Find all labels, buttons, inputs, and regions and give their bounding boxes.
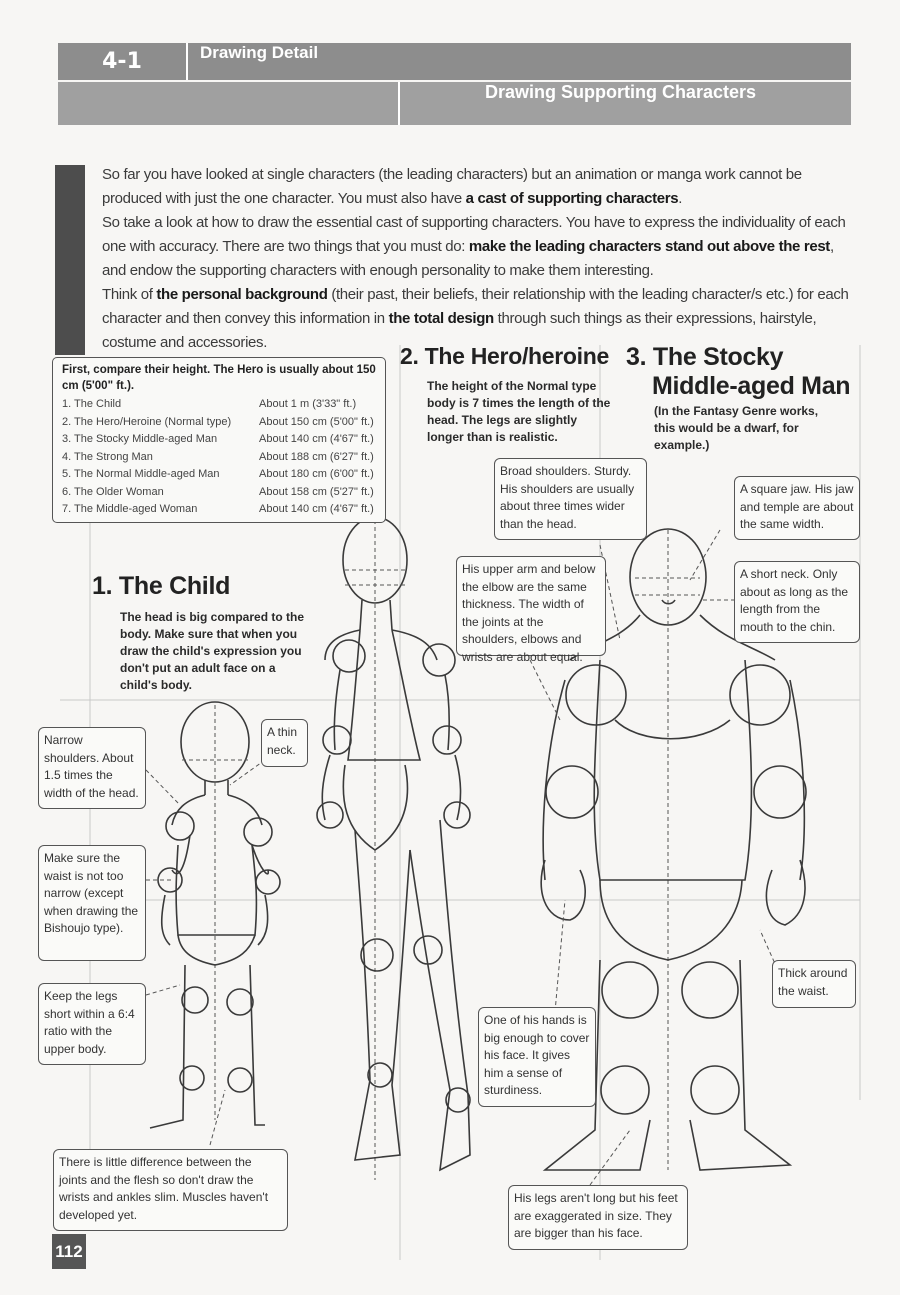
row-name: 4. The Strong Man <box>62 450 153 463</box>
row-name: 7. The Middle-aged Woman <box>62 503 198 515</box>
child-figure <box>150 702 280 1128</box>
row-value: About 150 cm (5'00" ft.) <box>259 415 374 428</box>
row-name: 5. The Normal Middle-aged Man <box>62 468 220 480</box>
callout-waist: Make sure the waist is not too narrow (except when drawing the Bishoujo type). <box>38 845 146 961</box>
row-value: About 158 cm (5'27" ft.) <box>259 485 374 498</box>
chapter-title: Drawing Detail <box>200 43 319 62</box>
row-value: About 1 m (3'33" ft.) <box>259 398 357 410</box>
row-value: About 140 cm (4'67" ft.) <box>259 433 374 445</box>
callout-thin-neck: A thin neck. <box>261 719 308 767</box>
row-name: 6. The Older Woman <box>62 485 164 498</box>
table-row <box>62 451 382 469</box>
table-row <box>62 468 382 486</box>
intro-p3-mid: (their past, their beliefs, their relationship with the leading character/s etc.) for each character and then convey this information in <box>102 286 849 327</box>
row-name: 1. The Child <box>62 398 122 410</box>
page-number: 112 <box>52 1234 86 1269</box>
table-row <box>62 486 382 504</box>
intro-p1-text: So far you have looked at single characters (the leading characters) but an animation or manga work cannot be produced with just the one character. You must also have <box>102 166 802 207</box>
intro-p2-end: , and endow the supporting characters with enough personality to make them interesting. <box>102 238 834 279</box>
intro-p2-bold: make the leading characters stand out above the rest <box>468 238 830 255</box>
section-number: 4-1 <box>58 43 188 80</box>
callout-joints: There is little difference between the joints and the flesh so don't draw the wrists and ankles slim. Muscles haven't developed yet. <box>53 1149 288 1231</box>
intro-p3-text: Think of <box>102 286 157 303</box>
row-name: 3. The Stocky Middle-aged Man <box>62 433 218 445</box>
callout-broad-shoulders: Broad shoulders. Sturdy. His shoulders are usually about three times wider than the head. <box>494 458 647 540</box>
callout-narrow-shoulders: Narrow shoulders. About 1.5 times the width of the head. <box>38 727 146 809</box>
row-value: About 188 cm (6'27" ft.) <box>259 450 374 463</box>
callout-short-neck: A short neck. Only about as long as the length from the mouth to the chin. <box>734 561 860 643</box>
table-row <box>62 503 382 521</box>
row-value: About 140 cm (4'67" ft.) <box>259 503 374 515</box>
table-row <box>62 416 382 434</box>
stocky-description: (In the Fantasy Genre works, this would be a dwarf, for example.) <box>654 404 819 452</box>
stocky-heading-line1: 3. The Stocky <box>626 343 784 371</box>
row-name: 2. The Hero/Heroine (Normal type) <box>62 415 232 428</box>
callout-square-jaw: A square jaw. His jaw and temple are about the same width. <box>734 476 860 540</box>
hero-heading: 2. The Hero/heroine <box>400 343 610 369</box>
intro-p3-end: through such things as their expressions, hairstyle, costume and accessories. <box>102 310 817 351</box>
intro-p1-end: . <box>678 190 683 207</box>
child-description: The head is big compared to the body. Make sure that when you draw the child's expression you don't put an adult face on a child's body. <box>120 610 305 692</box>
callout-short-legs: Keep the legs short within a 6:4 ratio with the upper body. <box>38 983 146 1065</box>
row-value: About 180 cm (6'00" ft.) <box>259 468 374 480</box>
callout-big-feet: His legs aren't long but his feet are exaggerated in size. They are bigger than his face. <box>508 1185 688 1250</box>
hero-figure <box>317 517 470 1180</box>
callout-big-hands: One of his hands is big enough to cover his face. It gives him a sense of sturdiness. <box>478 1007 596 1107</box>
callout-upper-arm: His upper arm and below the elbow are the same thickness. The width of the joints at the shoulders, elbows and wrists are about equal. <box>456 556 606 656</box>
stocky-heading-line2: Middle-aged Man <box>652 372 851 400</box>
intro-p3-bold-2: the total design <box>388 310 494 327</box>
table-row <box>62 433 382 451</box>
intro-p3-bold-1: the personal background <box>156 286 328 303</box>
table-row <box>62 398 382 416</box>
height-table-heading: First, compare their height. The Hero is usually about 150 cm (5'00" ft.). <box>62 364 376 392</box>
intro-p1-bold: a cast of supporting characters <box>465 190 679 207</box>
intro-p2-text: So take a look at how to draw the essential cast of supporting characters. You have to express the individuality of each one with accuracy. There are two things that you must do: <box>102 214 846 255</box>
callout-thick-waist: Thick around the waist. <box>772 960 856 1008</box>
height-comparison-table <box>52 357 386 523</box>
hero-description: The height of the Normal type body is 7 times the length of the head. The legs are slightly longer than is realistic. <box>427 379 611 444</box>
page-title: Drawing Supporting Characters <box>484 82 756 102</box>
child-heading: 1. The Child <box>92 572 231 600</box>
